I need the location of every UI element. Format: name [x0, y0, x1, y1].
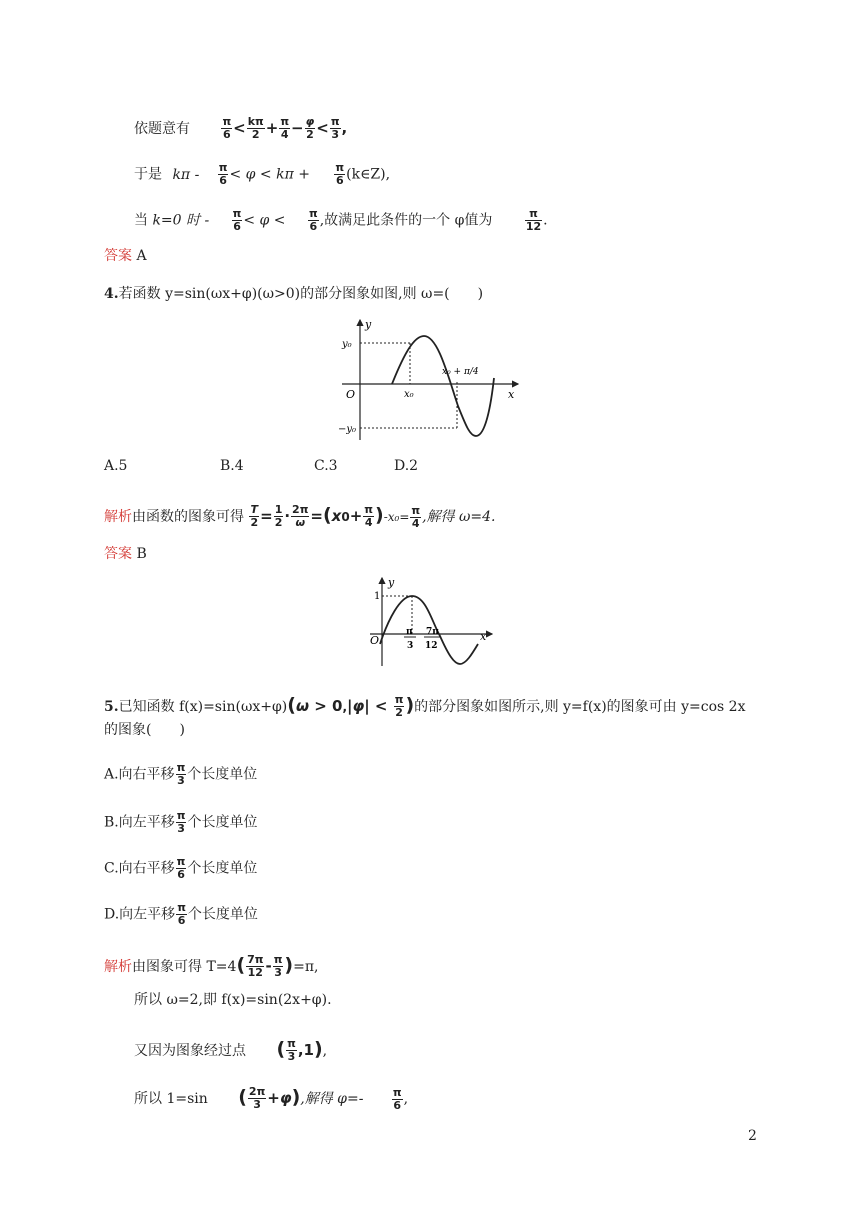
page-number: 2: [748, 1128, 757, 1144]
q5-analysis-1: 解析由图象可得 T=4( $\frac{7\pi}{12}$ - $\frac{\pi}{3}$ )=π,: [104, 953, 319, 979]
q5-stem-line-2: 的图象( ): [104, 722, 185, 738]
q5-option-d: D.向左平移 $\frac{\pi}{6}$ 个长度单位: [104, 901, 258, 927]
svg-text:3: 3: [407, 641, 414, 651]
q4-stem: 4.若函数 y=sin(ωx+φ)(ω>0)的部分图象如图,则 ω=( ): [104, 286, 484, 302]
q5-option-c: C.向右平移 $\frac{\pi}{6}$ 个长度单位: [104, 855, 258, 881]
svg-text:x: x: [480, 630, 487, 643]
q5-graph: [366, 576, 494, 668]
inequality-math: $\frac{\pi}{6}$ < $\frac{k\pi}{2}$ + $\frac{\pi}{4}$ − $\frac{\varphi}{2}$ < $\frac{\pi}{3}$ ,: [222, 115, 348, 141]
option-b: B.4: [220, 458, 244, 474]
sine-curve: [392, 336, 494, 436]
answer-label: 答案: [104, 248, 132, 264]
q5-analysis-3: 又因为图象经过点 ( $\frac{\pi}{3}$ ,1),: [134, 1037, 328, 1063]
prev-line-1: 依题意有 $\frac{\pi}{6}$ < $\frac{k\pi}{2}$ + $\frac{\pi}{4}$ − $\frac{\varphi}{2}$ < $\frac{\pi}{3}$ ,: [134, 115, 348, 141]
svg-text:7π: 7π: [426, 627, 439, 637]
analysis-label: 解析: [104, 509, 132, 525]
analysis-label: 解析: [104, 959, 132, 975]
svg-text:1: 1: [374, 591, 381, 602]
svg-text:O: O: [370, 634, 380, 647]
x-label: x: [508, 388, 515, 401]
q5-analysis-4: 所以 1=sin ( $\frac{2\pi}{3}$ +φ),解得 φ=- $\frac{\pi}{6}$ ,: [134, 1085, 409, 1112]
neg-y0-label: −y₀: [338, 424, 357, 435]
option-a: A.5: [104, 458, 128, 474]
svg-text:y: y: [388, 576, 395, 589]
svg-text:π: π: [406, 627, 413, 637]
prev-line-2: 于是 kπ - $\frac{\pi}{6}$ < φ < kπ + $\frac{\pi}{6}$ (k∈Z),: [134, 161, 391, 187]
q4-graph: [336, 316, 526, 442]
q5-option-a: A.向右平移 $\frac{\pi}{3}$ 个长度单位: [104, 761, 258, 787]
origin-label: O: [346, 388, 356, 401]
q5-analysis-2: 所以 ω=2,即 f(x)=sin(2x+φ).: [134, 992, 332, 1008]
q5-option-b: B.向左平移 $\frac{\pi}{3}$ 个长度单位: [104, 809, 258, 835]
q4-analysis: 解析由函数的图象可得 $\frac{T}{2}$ = $\frac{1}{2}$ · $\frac{2\pi}{\omega}$ =(x0+ $\frac{\pi}{4}$ )-x₀= $\frac{\pi}{4}$ ,解得 ω=4.: [104, 503, 496, 530]
answer-label: 答案: [104, 546, 132, 562]
svg-text:12: 12: [425, 641, 438, 651]
answer-prev: 答案 A: [104, 248, 147, 264]
option-d: D.2: [394, 458, 419, 474]
y-label: y: [365, 318, 372, 331]
q5-stem-line-1: 5.已知函数 f(x)=sin(ωx+φ)(ω > 0,|φ| < $\frac{\pi}{2}$ )的部分图象如图所示,则 y=f(x)的图象可由 y=cos 2x: [104, 693, 746, 719]
x0-plus-label: x₀ + π/4: [442, 367, 479, 377]
prev-line-3: 当 k=0 时 - $\frac{\pi}{6}$ < φ < $\frac{\pi}{6}$ ,故满足此条件的一个 φ值为 $\frac{\pi}{12}$ .: [134, 207, 548, 233]
y0-label: y₀: [342, 339, 352, 350]
x0-label: x₀: [404, 389, 414, 400]
answer-q4: 答案 B: [104, 546, 147, 562]
option-c: C.3: [314, 458, 338, 474]
